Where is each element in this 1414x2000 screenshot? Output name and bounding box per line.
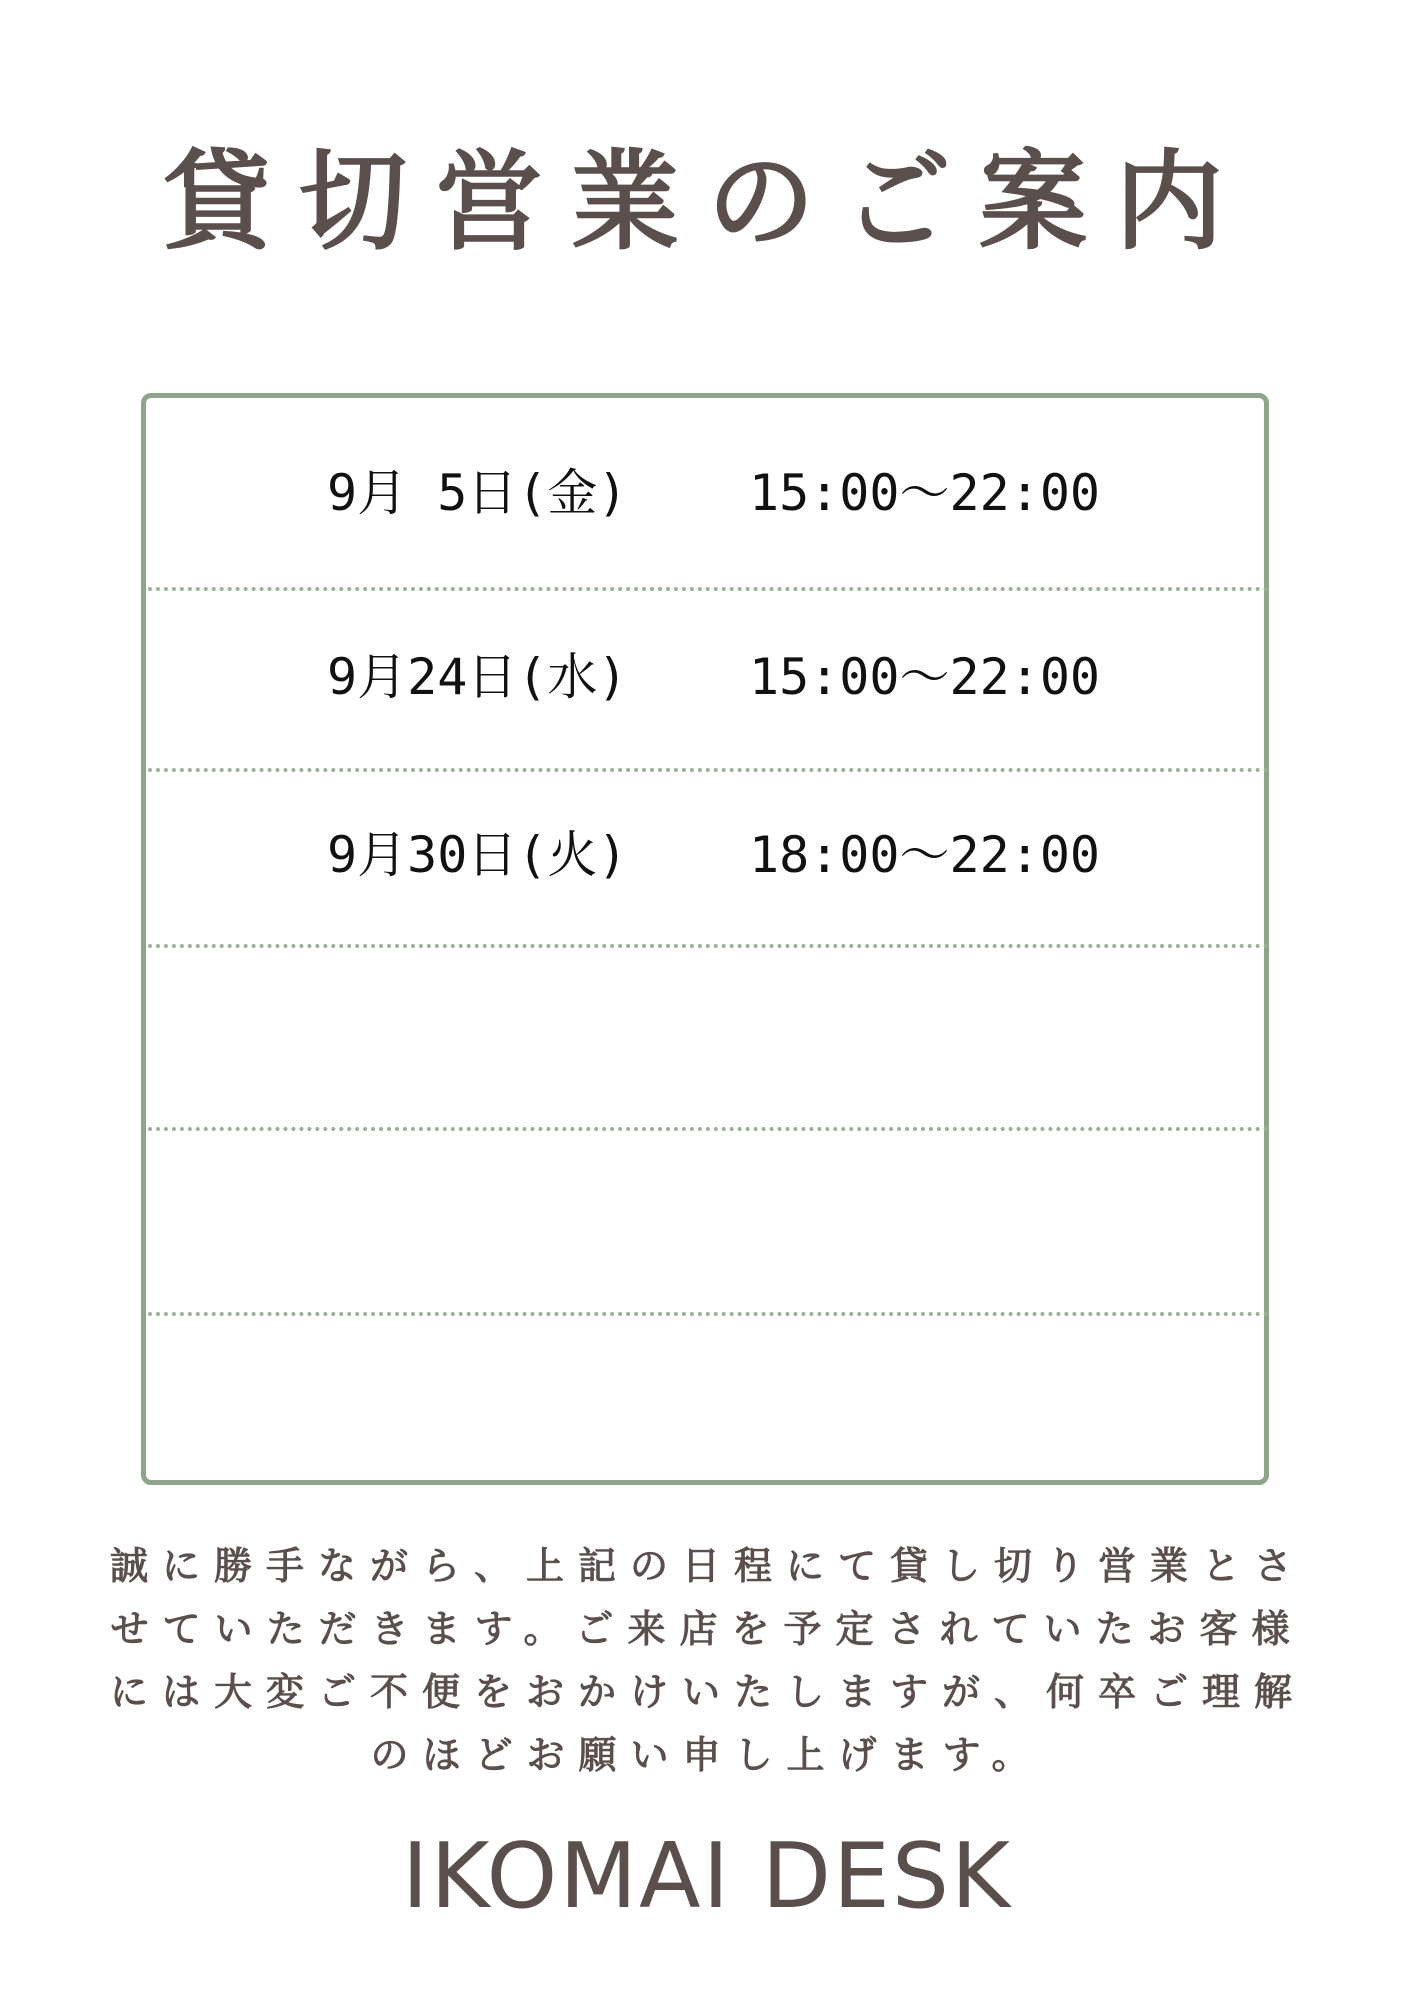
schedule-row	[0, 642, 1414, 712]
schedule-row	[0, 458, 1414, 528]
schedule-time: 15:00〜22:00	[749, 464, 1101, 522]
schedule-time: 18:00〜22:00	[749, 826, 1101, 884]
schedule-divider	[148, 944, 1269, 948]
schedule-row	[0, 1366, 1414, 1436]
schedule-divider	[148, 1127, 1269, 1131]
page-title: 貸切営業のご案内	[162, 140, 1251, 265]
notice-line: せていただきます。ご来店を予定されていたお客様	[110, 1607, 1304, 1651]
notice-message	[110, 1535, 1307, 1787]
notice-line: には大変ご不便をおかけいたしますが、何卒ご理解	[110, 1670, 1307, 1714]
schedule-divider	[148, 587, 1269, 591]
schedule-time: 15:00〜22:00	[749, 648, 1101, 706]
schedule-row	[0, 1000, 1414, 1070]
schedule-date: 9月30日(火)	[327, 826, 628, 884]
schedule-row	[0, 820, 1414, 890]
schedule-divider	[148, 768, 1269, 772]
schedule-divider	[148, 1312, 1269, 1316]
schedule-date: 9月24日(水)	[327, 648, 628, 706]
schedule-frame	[141, 393, 1269, 1485]
notice-line: のほどお願い申し上げます。	[370, 1733, 1044, 1777]
brand-name: IKOMAI DESK	[401, 1824, 1013, 1929]
notice-line: 誠に勝手ながら、上記の日程にて貸し切り営業とさ	[110, 1544, 1307, 1588]
schedule-date: 9月 5日(金)	[327, 464, 628, 522]
schedule-row	[0, 1184, 1414, 1254]
